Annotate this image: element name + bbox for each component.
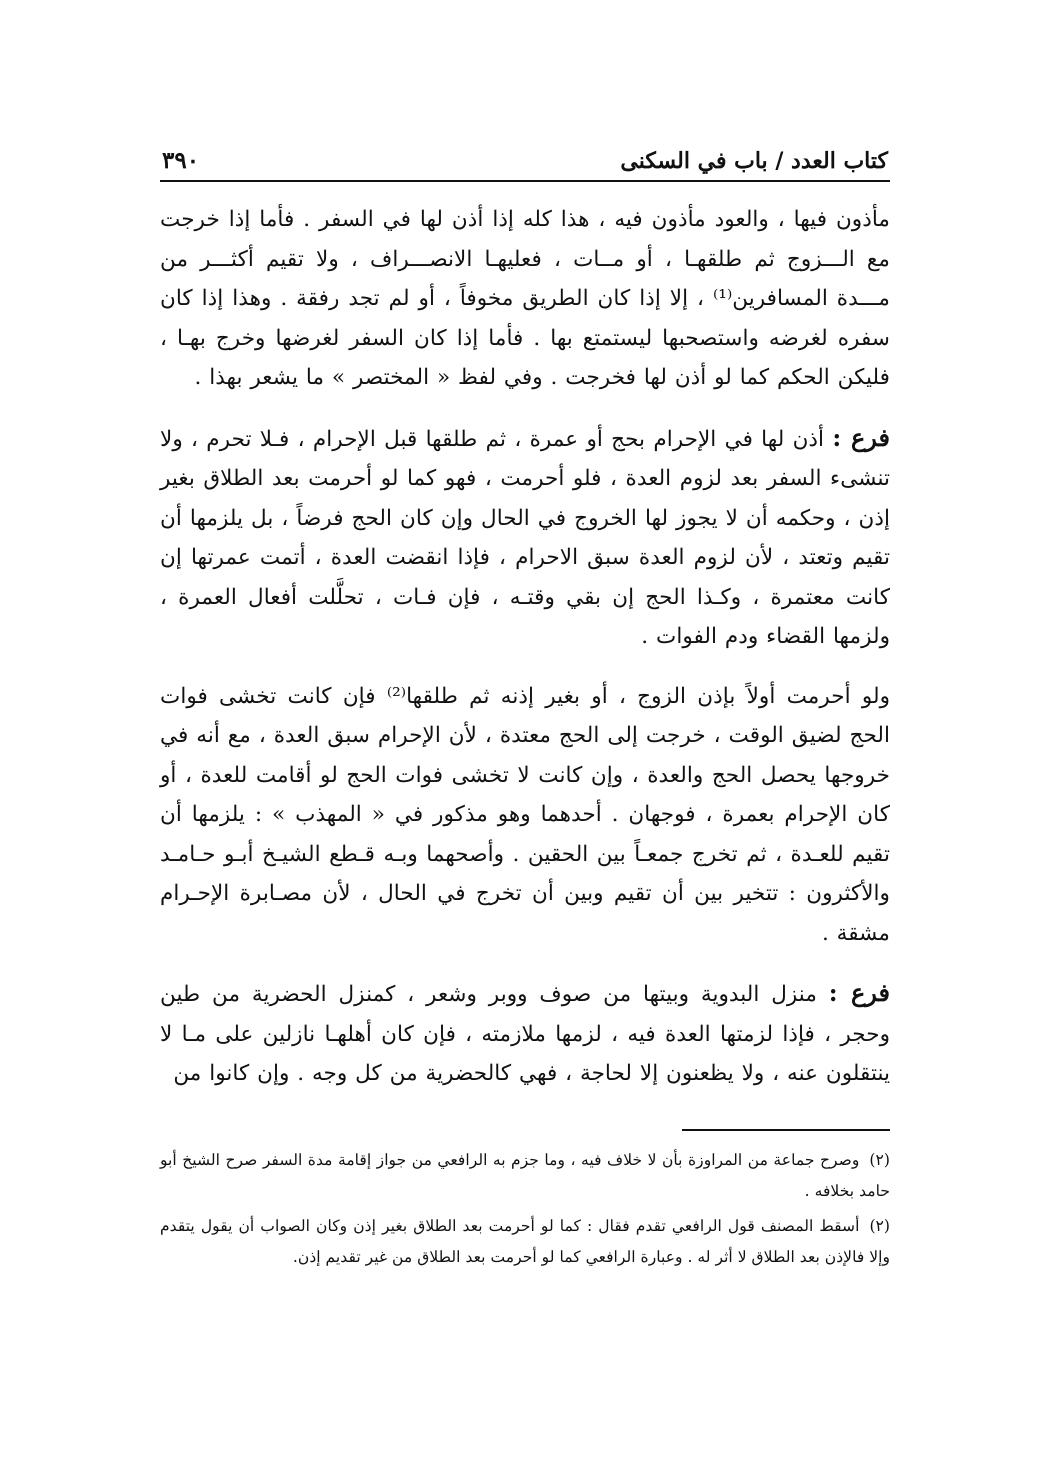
paragraph-text: ولو أحرمت أولاً بإذن الزوج ، أو بغير إذنه ثم طلقها⁽²⁾ فإن كانت تخشى فوات الحج لضيق الوقت ، خرجت إلى الحج معتدة ، لأن الإحرام سبق العدة ، مع أنه في خروجها يحصل الحج والعدة ، وإن كانت لا تخشى فوات الحج لو أقامت للعدة ، أو كان الإحرام بعمرة ، فوجهان . أحدهما وهو مذكور في « المهذب » : يلزمها أن تقيم للعـدة ، ثم تخرج جمعـاً بين الحقين . وأصحهما وبـه قـطع الشيـخ أبـو حـامـد والأكثرون : تتخير بين أن تقيم وبين أن تخرج في الحال ، لأن مصـابرة الإحـرام مشقة . — [160, 683, 891, 946]
page-number: ٣٩٠ — [162, 147, 200, 174]
footnote-text: وصرح جماعة من المراوزة بأن لا خلاف فيه ، وما جزم به الرافعي من جواز إقامة مدة السفر صرح الشيخ أبو حامد بخلافه . — [160, 1150, 890, 1200]
paragraph-text: أذن لها في الإحرام بحج أو عمرة ، ثم طلقها قبل الإحرام ، فـلا تحرم ، ولا تنشىء السفر بعد لزوم العدة ، فلو أحرمت ، فهو كما لو أحرمت بعد الطلاق بغير إذن ، وحكمه أن لا يجوز لها الخروج في الحال وإن كان الحج فرضاً ، بل يلزمها أن تقيم وتعتد ، لأن لزوم العدة سبق الاحرام ، فإذا انقضت العدة ، أتمت عمرتها إن كانت معتمرة ، وكـذا الحج إن بقي وقتـه ، فإن فـات ، تحلَّلت أفعال العمرة ، ولزمها القضاء ودم الفوات . — [160, 426, 890, 649]
paragraph-4 — [160, 973, 890, 1094]
footnote-divider — [682, 1129, 890, 1131]
paragraph-text: مأذون فيها ، والعود مأذون فيه ، هذا كله إذا أذن لها في السفر . فأما إذا خرجت مع الـــزوج ثم طلقهـا ، أو مــات ، فعليهـا الانصـــراف ، ولا تقيم أكثـــر من مـــدة المسافرين⁽¹⁾ ، إلا إذا كان الطريق مخوفاً ، أو لم تجد رفقة . وهذا إذا كان سفره لغرضه واستصحبها ليستمتع بها . فأما إذا كان السفر لغرضها وخرج بهـا ، فليكن الحكم كما لو أذن لها فخرجت . وفي لفظ « المختصر » ما يشعر بهذا . — [160, 207, 890, 390]
section-lead: فرع : — [832, 422, 890, 452]
paragraph-text: منزل البدوية وبيتها من صوف ووبر وشعر ، كمنزل الحضرية من طين وحجر ، فإذا لزمتها العدة فيه ، لزمها ملازمته ، فإن كان أهلهـا نازلين على مـا لا ينتقلون عنه ، ولا يظعنون إلا لحاجة ، فهي كالحضرية من كل وجه . وإن كانوا من — [160, 982, 890, 1086]
paragraph-2 — [160, 418, 890, 657]
page-header — [160, 128, 890, 182]
footnote-mark: (٢) — [869, 1150, 890, 1169]
body-text — [160, 200, 890, 1094]
footnotes — [160, 1145, 890, 1273]
footnote-text: أسقط المصنف قول الرافعي تقدم فقال : كما لو أحرمت بعد الطلاق بغير إذن وكان الصواب أن يقول يتقدم وإلا فالإذن بعد الطلاق لا أثر له . وعبارة الرافعي كما لو أحرمت بعد الطلاق من غير تقديم إذن. — [160, 1216, 890, 1266]
section-lead: فرع : — [828, 978, 890, 1007]
footnote-2 — [160, 1211, 890, 1273]
footnote-1 — [160, 1145, 890, 1207]
paragraph-3 — [160, 677, 890, 954]
paragraph-1 — [160, 200, 890, 398]
footnote-mark: (٢) — [869, 1216, 891, 1235]
running-title: كتاب العدد / باب في السكنى — [620, 148, 888, 174]
document-page — [160, 128, 890, 1277]
